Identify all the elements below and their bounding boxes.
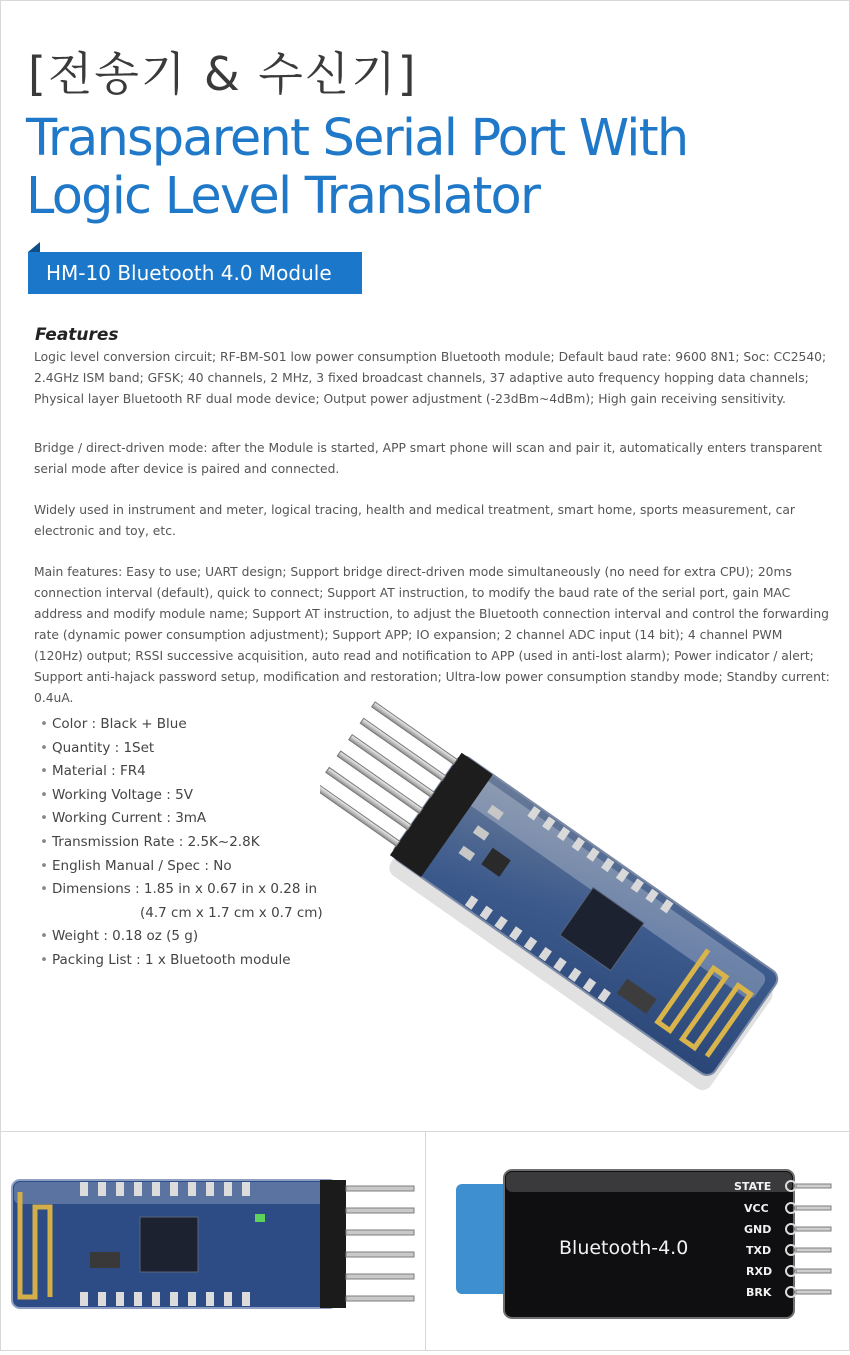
bullet-icon: • bbox=[40, 810, 48, 827]
spec-item: • Working Current : 3mA bbox=[40, 807, 380, 831]
chip-label: Bluetooth-4.0 bbox=[559, 1237, 689, 1259]
spec-item-metric: (4.7 cm x 1.7 cm x 0.7 cm) bbox=[140, 904, 323, 921]
feature-paragraph-3: Widely used in instrument and meter, logical tracing, health and medical treatment, smart home, sports measurement, car electronic and toy, etc. bbox=[34, 503, 795, 538]
title-line-2: Logic Level Translator bbox=[26, 167, 540, 226]
bullet-icon: • bbox=[40, 739, 48, 756]
title-line-1: Transparent Serial Port With bbox=[26, 109, 688, 168]
korean-headline: [전송기 & 수신기] bbox=[28, 47, 418, 101]
spec-item: • Weight : 0.18 oz (5 g) bbox=[40, 925, 380, 949]
bluetooth-module-back-image bbox=[426, 1132, 850, 1351]
pin-label-gnd: GND bbox=[744, 1223, 772, 1236]
feature-paragraph-1: Logic level conversion circuit; RF-BM-S01 low power consumption Bluetooth module; Default baud rate: 9600 8N1; Soc: CC2540; 2.4GHz ISM band; GFSK; 40 channels, 2 MHz, 3 fixed broadcast channels, 37 adaptive auto frequency hopping data channels; Physical layer Bluetooth RF dual mode device; Output power adjustment (-23dBm~4dBm); High gain receiving sensitivity. bbox=[34, 350, 827, 406]
bluetooth-module-front-image bbox=[0, 1132, 425, 1351]
bullet-icon: • bbox=[40, 857, 48, 874]
pin-label-brk: BRK bbox=[746, 1286, 772, 1299]
spec-item: • Quantity : 1Set bbox=[40, 737, 380, 761]
product-photo-main bbox=[320, 700, 840, 1130]
pin-label-vcc: VCC bbox=[744, 1202, 769, 1215]
bullet-icon: • bbox=[40, 716, 48, 732]
bullet-icon: • bbox=[40, 951, 48, 968]
feature-paragraph-2: Bridge / direct-driven mode: after the Module is started, APP smart phone will scan and pair it, automatically enters transparent serial mode after device is paired and connected. bbox=[34, 441, 823, 476]
pin-label-rxd: RXD bbox=[746, 1265, 773, 1278]
bullet-icon: • bbox=[40, 763, 48, 780]
pin-label-txd: TXD bbox=[746, 1244, 772, 1257]
spec-item: • Color : Black + Blue bbox=[40, 713, 380, 737]
product-photo-back bbox=[426, 1132, 850, 1351]
spec-item: • Working Voltage : 5V bbox=[40, 784, 380, 808]
spec-item: • Dimensions : 1.85 in x 0.67 in x 0.28 in bbox=[40, 878, 380, 902]
badge-label: HM-10 Bluetooth 4.0 Module bbox=[28, 252, 362, 294]
bullet-icon: • bbox=[40, 833, 48, 850]
bluetooth-module-image bbox=[320, 700, 840, 1130]
pin-label-state: STATE bbox=[734, 1180, 772, 1193]
feature-paragraph-4: Main features: Easy to use; UART design; Support bridge direct-driven mode simultaneously (no need for extra CPU); 20ms connection interval (default), quick to connect; Support AT instruction, to modify the baud rate of the serial port, gain MAC address and modify module name; Support AT instruction, to adjust the Bluetooth connection interval and control the forwarding rate (dynamic power consumption adjustment); Support APP; IO expansion; 2 channel ADC input (14 bit); 4 channel PWM (120Hz) output; RSSI successive acquisition, auto read and notification to APP (used in anti-lost alarm); Power indicator / alert; Support anti-hajack password setup, modification and restoration; Ultra-low power consumption standby mode; Standby current: 0.4uA. bbox=[34, 565, 830, 705]
bullet-icon: • bbox=[40, 881, 48, 898]
spec-item: • Transmission Rate : 2.5K~2.8K bbox=[40, 831, 380, 855]
badge-fold-decoration bbox=[28, 242, 40, 252]
product-photo-front bbox=[0, 1132, 425, 1351]
page-title bbox=[26, 110, 786, 226]
spec-item: • Packing List : 1 x Bluetooth module bbox=[40, 949, 380, 973]
features-heading: Features bbox=[35, 325, 119, 345]
spec-item: • Material : FR4 bbox=[40, 760, 380, 784]
bullet-icon: • bbox=[40, 928, 48, 945]
spec-item: • English Manual / Spec : No bbox=[40, 855, 380, 879]
bullet-icon: • bbox=[40, 786, 48, 803]
